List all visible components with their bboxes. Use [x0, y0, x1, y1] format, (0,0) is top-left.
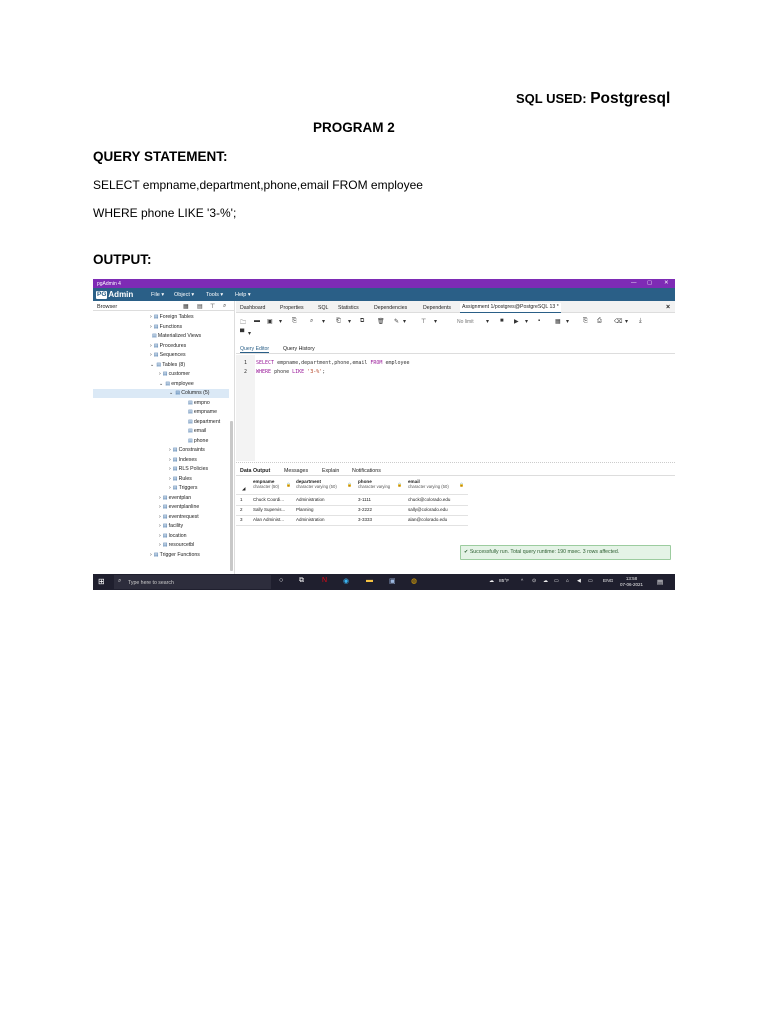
query-line-1: SELECT empname,department,phone,email FROM employee — [93, 178, 423, 192]
tree-item[interactable] — [159, 522, 183, 531]
pgadmin-taskbar-icon[interactable]: ▣ — [389, 578, 396, 585]
editor-subtabs — [236, 344, 675, 354]
network-icon[interactable]: ⌂ — [566, 578, 569, 584]
tree-item-label: location — [168, 532, 187, 539]
copy-icon[interactable]: ⎘ — [292, 318, 297, 324]
tree-node-icon: ▤ — [188, 437, 193, 444]
clock-date: 07-06-2021 — [620, 582, 644, 587]
tree-item[interactable] — [150, 313, 194, 322]
query-toolbar — [236, 315, 675, 343]
file-explorer-icon[interactable]: ▬ — [366, 577, 373, 584]
main-tabs — [236, 301, 675, 313]
column-type: character varying (50) — [408, 484, 449, 489]
language-indicator[interactable]: ENG — [603, 578, 614, 584]
taskbar-search-placeholder: Type here to search — [128, 579, 174, 586]
column-header[interactable] — [253, 479, 291, 489]
tree-node-icon: ▤ — [172, 466, 178, 472]
tree-item[interactable] — [150, 332, 201, 341]
chevron-right-icon[interactable]: › — [159, 513, 161, 520]
filter-icon[interactable]: ⊤ — [210, 304, 216, 310]
tree-node-icon: ▤ — [172, 456, 178, 463]
tree-node-icon: ▤ — [153, 342, 159, 349]
row-number[interactable]: 3 — [240, 517, 243, 522]
tree-item[interactable] — [169, 456, 197, 465]
tab-query-history[interactable]: Query History — [283, 346, 315, 352]
table-cell[interactable]: Administration — [296, 497, 325, 502]
macros-icon[interactable]: ▀ — [240, 330, 245, 336]
tree-node-icon: ▤ — [162, 513, 168, 520]
task-view-icon[interactable]: ⧉ — [299, 577, 304, 584]
weather-temp: 85°F — [499, 578, 510, 584]
chevron-right-icon[interactable]: › — [169, 456, 171, 463]
volume-icon[interactable]: ◀ — [577, 578, 581, 584]
execute-icon[interactable]: ▶ — [514, 319, 519, 325]
chevron-right-icon[interactable]: › — [159, 532, 161, 539]
tree-item[interactable] — [150, 361, 185, 370]
table-cell[interactable]: 3-1111 — [358, 497, 372, 502]
tab-statistics[interactable]: Statistics — [338, 304, 359, 311]
keyboard-icon[interactable]: ▭ — [588, 578, 593, 584]
tree-item[interactable] — [169, 446, 205, 455]
tree-node-icon: ▤ — [172, 485, 178, 491]
tab-notifications[interactable]: Notifications — [352, 467, 381, 474]
tab-messages[interactable]: Messages — [284, 467, 309, 474]
tree-item-label: employee — [171, 380, 194, 387]
taskbar-search[interactable] — [114, 575, 271, 589]
tree-node-icon: ▤ — [188, 399, 193, 406]
table-cell[interactable]: Chuck Coordi... — [253, 497, 285, 502]
row-number[interactable]: 2 — [240, 507, 243, 512]
tree-item-label: Constraints — [178, 447, 205, 453]
tree-node-icon: ▤ — [162, 371, 168, 377]
tree-item[interactable] — [150, 323, 182, 332]
commit-icon[interactable]: ⎘ — [583, 318, 588, 324]
find-icon[interactable]: ⌕ — [310, 318, 314, 324]
tree-node-icon: ▤ — [156, 361, 162, 368]
tree-item[interactable] — [186, 418, 220, 427]
tree-item-label: Sequences — [159, 352, 186, 358]
search-icon[interactable]: ⌕ — [223, 303, 227, 309]
tree-node-icon: ▤ — [153, 314, 159, 320]
chevron-right-icon[interactable]: › — [159, 542, 161, 548]
tree-item[interactable] — [159, 494, 191, 503]
tab-dependencies[interactable]: Dependencies — [374, 304, 408, 311]
explain-analyze-icon[interactable]: ▦ — [555, 319, 561, 325]
paste-dropdown-icon[interactable]: ▾ — [348, 319, 352, 325]
column-header[interactable] — [296, 479, 352, 489]
onedrive-icon[interactable]: ☁ — [543, 578, 548, 584]
chevron-right-icon[interactable]: › — [159, 494, 161, 501]
row-divider — [236, 525, 468, 526]
clear-icon[interactable]: ⌫ — [614, 319, 623, 325]
tree-item[interactable] — [150, 351, 186, 360]
table-view-icon[interactable]: ▤ — [197, 304, 203, 310]
edit-dropdown-icon[interactable]: ▾ — [403, 319, 407, 325]
tab-query-editor[interactable]: Query Editor — [240, 346, 270, 352]
tray-chevron-icon[interactable]: ^ — [521, 578, 524, 584]
tree-item-label: Functions — [159, 323, 183, 330]
tray-app-icon[interactable]: ⊙ — [532, 578, 537, 584]
chevron-down-icon[interactable]: ⌄ — [150, 361, 155, 368]
tree-item-label: phone — [193, 437, 209, 444]
tree-node-icon: ▤ — [175, 390, 181, 396]
line-gutter — [236, 355, 255, 461]
tree-item-label: customer — [168, 371, 190, 377]
row-limit-select[interactable]: No limit — [457, 319, 474, 325]
tree-node-icon: ▤ — [162, 523, 168, 529]
column-type: character (50) — [253, 484, 280, 489]
tree-item[interactable] — [159, 532, 187, 541]
select-all-icon[interactable]: ◢ — [242, 486, 246, 491]
chrome-icon[interactable]: ◍ — [411, 578, 418, 585]
tree-item-label: Indexes — [178, 456, 197, 463]
tree-item-label: eventplanline — [168, 504, 200, 510]
macros-dropdown-icon[interactable]: ▾ — [248, 331, 252, 337]
output-tabs — [236, 465, 675, 476]
chevron-right-icon[interactable]: › — [169, 475, 171, 482]
download-icon[interactable]: ⤓ — [639, 318, 642, 324]
column-type: character varying (50) — [296, 484, 337, 489]
find-dropdown-icon[interactable]: ▾ — [322, 319, 326, 325]
tree-item-label: Materialized Views — [157, 333, 202, 339]
explain-dropdown-icon[interactable]: ▾ — [566, 319, 570, 325]
tree-node-icon: ▤ — [165, 380, 171, 387]
tree-node-icon: ▤ — [172, 447, 178, 453]
table-cell[interactable]: 3-2222 — [358, 507, 373, 512]
row-divider — [236, 494, 468, 495]
chevron-right-icon[interactable]: › — [150, 323, 152, 330]
row-number[interactable]: 1 — [240, 497, 243, 502]
menu-object[interactable]: Object ▾ — [174, 291, 195, 298]
program-title: PROGRAM 2 — [313, 120, 395, 135]
taskbar-clock[interactable] — [620, 576, 643, 588]
column-name: department — [296, 479, 322, 484]
success-toast — [460, 545, 671, 560]
maximize-icon[interactable]: ▢ — [647, 280, 653, 286]
tree-item[interactable] — [159, 541, 194, 550]
chevron-right-icon[interactable]: › — [169, 447, 171, 453]
column-header[interactable] — [358, 479, 402, 489]
row-divider — [236, 515, 468, 516]
weather-icon[interactable]: ☁ — [489, 578, 494, 584]
tree-item[interactable] — [93, 389, 229, 398]
tree-item[interactable] — [169, 465, 208, 474]
tree-item[interactable] — [169, 484, 197, 493]
code-line-2: WHERE phone LIKE '3-%'; — [256, 369, 326, 375]
query-line-2: WHERE phone LIKE '3-%'; — [93, 206, 237, 220]
browser-header — [93, 301, 235, 311]
pgadmin-logo: PG Admin — [97, 290, 134, 299]
close-window-icon[interactable]: ✕ — [664, 280, 669, 286]
edit-icon[interactable]: ✎ — [394, 319, 400, 325]
database-icon[interactable]: ▦ — [183, 304, 189, 310]
tree-item[interactable] — [186, 399, 210, 408]
table-cell[interactable]: Administration — [296, 517, 325, 522]
lock-icon: 🔒 — [459, 482, 464, 487]
tree-item[interactable] — [150, 342, 186, 351]
filter-dropdown-icon[interactable]: ▾ — [434, 319, 438, 325]
clock-time: 13:58 — [625, 576, 638, 581]
tree-item-label: Tables (8) — [162, 361, 186, 368]
tree-node-icon: ▤ — [162, 532, 168, 539]
tree-node-icon: ▤ — [162, 494, 168, 501]
check-icon: ✔ — [464, 549, 469, 555]
netflix-icon[interactable]: N — [322, 577, 328, 584]
code-line-1: SELECT empname,department,phone,email FROM employee — [256, 360, 410, 366]
tree-item-label: department — [193, 418, 221, 425]
browser-label: Browser — [97, 303, 118, 310]
menu-tools[interactable]: Tools ▾ — [206, 291, 224, 298]
query-statement-heading: QUERY STATEMENT: — [93, 149, 228, 164]
chevron-right-icon[interactable]: › — [150, 314, 152, 320]
tree-node-icon: ▤ — [188, 409, 193, 415]
windows-start-icon[interactable]: ⊞ — [98, 577, 105, 586]
notifications-icon[interactable]: ▤ — [657, 579, 664, 586]
explain-icon[interactable]: ▪ — [538, 318, 541, 324]
tree-node-icon: ▤ — [162, 504, 168, 510]
menu-help[interactable]: Help ▾ — [235, 291, 251, 298]
table-cell[interactable]: 3-3333 — [358, 517, 373, 522]
table-cell[interactable]: chuck@colorado.edu — [408, 497, 451, 502]
table-cell[interactable]: Planning — [296, 507, 314, 512]
save-icon[interactable]: ▣ — [267, 319, 273, 325]
tree-item-label: Procedures — [159, 342, 187, 349]
chevron-right-icon[interactable]: › — [150, 352, 152, 358]
query-editor[interactable] — [236, 355, 675, 461]
window-title: pgAdmin 4 — [97, 280, 121, 287]
tree-item-label: eventrequest — [168, 513, 199, 520]
sql-used-line — [516, 90, 670, 108]
tree-item-label: empno — [193, 399, 210, 406]
tab-sql[interactable]: SQL — [318, 304, 329, 311]
cortana-icon[interactable]: ○ — [279, 577, 284, 584]
line-number: 2 — [244, 369, 248, 375]
paste-icon[interactable]: ⎗ — [336, 318, 341, 324]
tree-item[interactable] — [159, 513, 199, 522]
filter-rows-icon[interactable]: ⊤ — [421, 319, 427, 325]
menu-bar — [93, 288, 675, 301]
save-dropdown-icon[interactable]: ▾ — [279, 319, 283, 325]
toast-message: Successfully run. Total query runtime: 190 msec. 3 rows affected. — [469, 549, 620, 555]
tree-item-label: resourcetbl — [168, 542, 195, 548]
table-cell[interactable]: Alan Administ... — [253, 517, 285, 522]
windows-taskbar — [93, 574, 675, 590]
tree-item[interactable] — [186, 408, 217, 417]
table-cell[interactable]: alan@colorado.edu — [408, 517, 448, 522]
tab-explain[interactable]: Explain — [322, 467, 340, 474]
limit-dropdown-icon[interactable]: ▾ — [486, 319, 490, 325]
tree-item-label: empname — [193, 409, 217, 415]
tree-node-icon: ▤ — [162, 542, 168, 548]
execute-dropdown-icon[interactable]: ▾ — [525, 319, 529, 325]
menu-file[interactable]: File ▾ — [151, 291, 165, 298]
chevron-right-icon[interactable]: › — [159, 523, 161, 529]
tree-item-label: Triggers — [178, 485, 198, 491]
tree-item[interactable] — [159, 380, 194, 389]
tree-item[interactable] — [159, 370, 190, 379]
tab-dependents[interactable]: Dependents — [423, 304, 451, 311]
tree-node-icon: ▤ — [188, 418, 193, 425]
close-tab-icon[interactable]: × — [666, 303, 671, 311]
column-header[interactable] — [408, 479, 464, 489]
chevron-right-icon[interactable]: › — [169, 466, 171, 472]
line-number: 1 — [244, 360, 248, 366]
output-heading: OUTPUT: — [93, 252, 152, 267]
tree-item-label: Trigger Functions — [159, 551, 200, 558]
tab-properties[interactable]: Properties — [280, 304, 304, 311]
tree-item-label: RLS Policies — [178, 466, 209, 472]
tree-item-label: Foreign Tables — [159, 314, 194, 320]
search-icon: ⌕ — [118, 578, 122, 584]
tab-query-assignment[interactable]: Assignment 1/postgres@PostgreSQL 13 * — [460, 303, 561, 313]
sql-used-label: SQL USED: — [516, 91, 587, 106]
lock-icon: 🔒 — [347, 482, 352, 487]
folder-icon[interactable]: ▬ — [254, 318, 260, 324]
tree-node-icon: ▤ — [153, 551, 159, 558]
tab-dashboard[interactable]: Dashboard — [240, 304, 266, 311]
chevron-right-icon[interactable]: › — [150, 551, 152, 558]
tree-node-icon: ▤ — [152, 333, 157, 339]
tree-item[interactable] — [186, 437, 208, 446]
column-type: character varying — [358, 484, 391, 489]
tree-item[interactable] — [169, 475, 192, 484]
splitter[interactable] — [236, 462, 675, 463]
lock-icon: 🔒 — [397, 482, 402, 487]
delete-icon[interactable]: 🗑 — [377, 319, 385, 325]
chevron-right-icon[interactable]: › — [150, 342, 152, 349]
tree-item[interactable] — [159, 503, 199, 512]
tree-item[interactable] — [186, 427, 206, 436]
chevron-down-icon[interactable]: ⌄ — [169, 390, 174, 396]
column-name: empname — [253, 479, 275, 484]
browser-panel — [93, 301, 235, 574]
column-name: phone — [358, 479, 372, 484]
tree-node-icon: ▤ — [153, 323, 159, 330]
tree-node-icon: ▤ — [188, 428, 193, 434]
chevron-down-icon[interactable]: ⌄ — [159, 380, 164, 387]
table-cell[interactable]: sally@colorado.edu — [408, 507, 448, 512]
chevron-right-icon[interactable]: › — [159, 371, 161, 377]
rollback-icon[interactable]: ⎙ — [597, 318, 602, 324]
battery-icon[interactable]: ▭ — [554, 578, 559, 584]
tree-item-label: email — [193, 428, 207, 434]
lock-icon: 🔒 — [286, 482, 291, 487]
sql-used-value: Postgresql — [590, 90, 671, 107]
column-name: email — [408, 479, 420, 484]
chevron-right-icon[interactable]: › — [159, 504, 161, 510]
row-divider — [236, 505, 468, 506]
tree-item-label: facility — [168, 523, 184, 529]
minimize-icon[interactable]: — — [631, 280, 637, 286]
browser-scrollbar[interactable] — [230, 421, 233, 571]
chevron-right-icon[interactable]: › — [169, 485, 171, 491]
window-titlebar — [93, 279, 675, 288]
tree-item-label: Columns (5) — [181, 390, 210, 396]
tree-item[interactable] — [150, 551, 200, 560]
clear-dropdown-icon[interactable]: ▾ — [625, 319, 629, 325]
stop-icon[interactable]: ■ — [500, 318, 504, 324]
edge-icon[interactable]: ◉ — [343, 578, 350, 585]
tree-node-icon: ▤ — [153, 352, 159, 358]
tree-item-label: Rules — [178, 475, 192, 482]
table-cell[interactable]: Sally Supervis... — [253, 507, 286, 512]
pgadmin-screenshot — [93, 279, 675, 590]
paste-rows-icon[interactable]: ⧉ — [360, 318, 365, 324]
tree-item-label: eventplan — [168, 494, 192, 501]
tree-node-icon: ▤ — [172, 475, 178, 482]
open-file-icon[interactable]: 🗀 — [240, 320, 247, 326]
tab-data-output[interactable]: Data Output — [240, 467, 271, 474]
